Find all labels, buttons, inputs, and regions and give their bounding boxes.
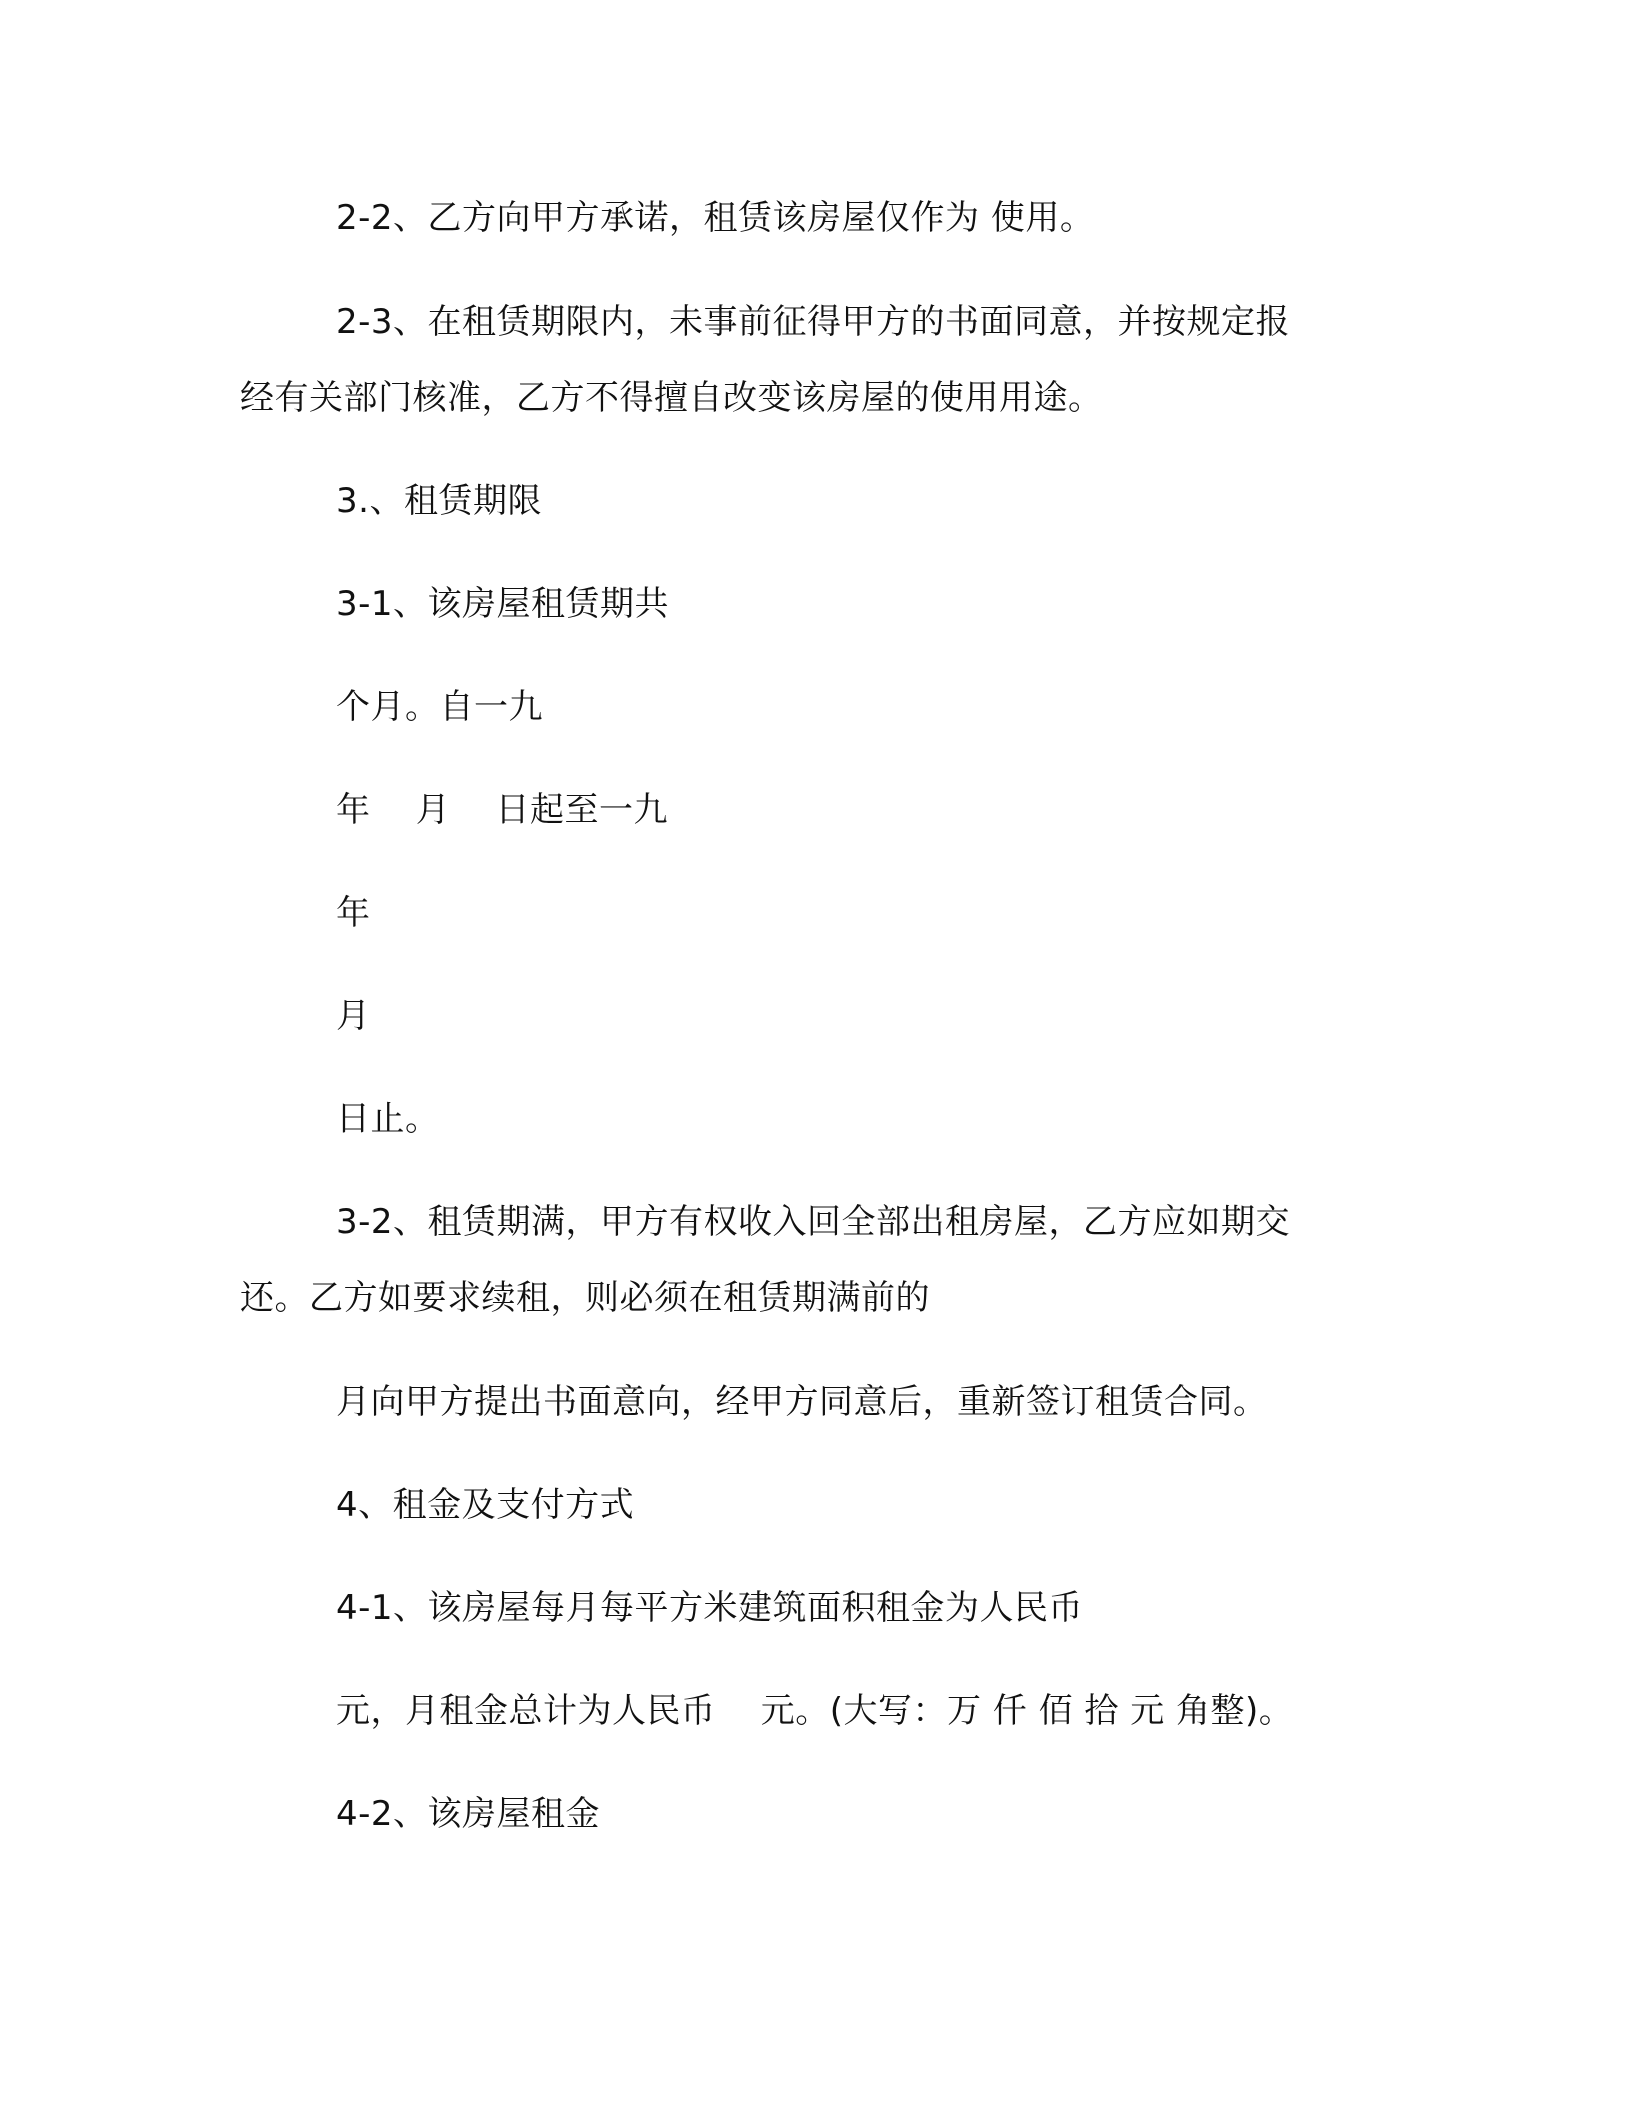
clause-3-2-line-2: 还。乙方如要求续租，则必须在租赁期满前的	[240, 1278, 930, 1318]
clause-2-3-line-1: 2-3、在租赁期限内，未事前征得甲方的书面同意，并按规定报	[336, 302, 1291, 342]
section-3-heading: 3.、租赁期限	[336, 481, 542, 521]
clause-3-1-end-year: 年	[336, 893, 371, 933]
clause-3-1: 3-1、该房屋租赁期共	[336, 584, 670, 624]
clause-3-2-line-3: 月向甲方提出书面意向，经甲方同意后，重新签订租赁合同。	[336, 1382, 1268, 1422]
clause-3-1-end-day: 日止。	[336, 1099, 440, 1139]
clause-4-1-line-1: 4-1、该房屋每月每平方米建筑面积租金为人民币	[336, 1588, 1084, 1628]
clause-4-2: 4-2、该房屋租金	[336, 1794, 601, 1834]
clause-3-1-end-month: 月	[336, 996, 371, 1036]
clause-2-3-line-2: 经有关部门核准，乙方不得擅自改变该房屋的使用用途。	[240, 378, 1103, 418]
clause-3-2-line-1: 3-2、租赁期满，甲方有权收入回全部出租房屋，乙方应如期交	[336, 1202, 1291, 1242]
section-4-heading: 4、租金及支付方式	[336, 1485, 635, 1525]
clause-2-2: 2-2、乙方向甲方承诺，租赁该房屋仅作为 使用。	[336, 198, 1095, 238]
clause-4-1-line-2: 元，月租金总计为人民币 元。(大写：万 仟 佰 拾 元 角整)。	[336, 1691, 1294, 1731]
clause-3-1-start-date: 年 月 日起至一九	[336, 790, 668, 830]
clause-3-1-months: 个月。自一九	[336, 687, 543, 727]
